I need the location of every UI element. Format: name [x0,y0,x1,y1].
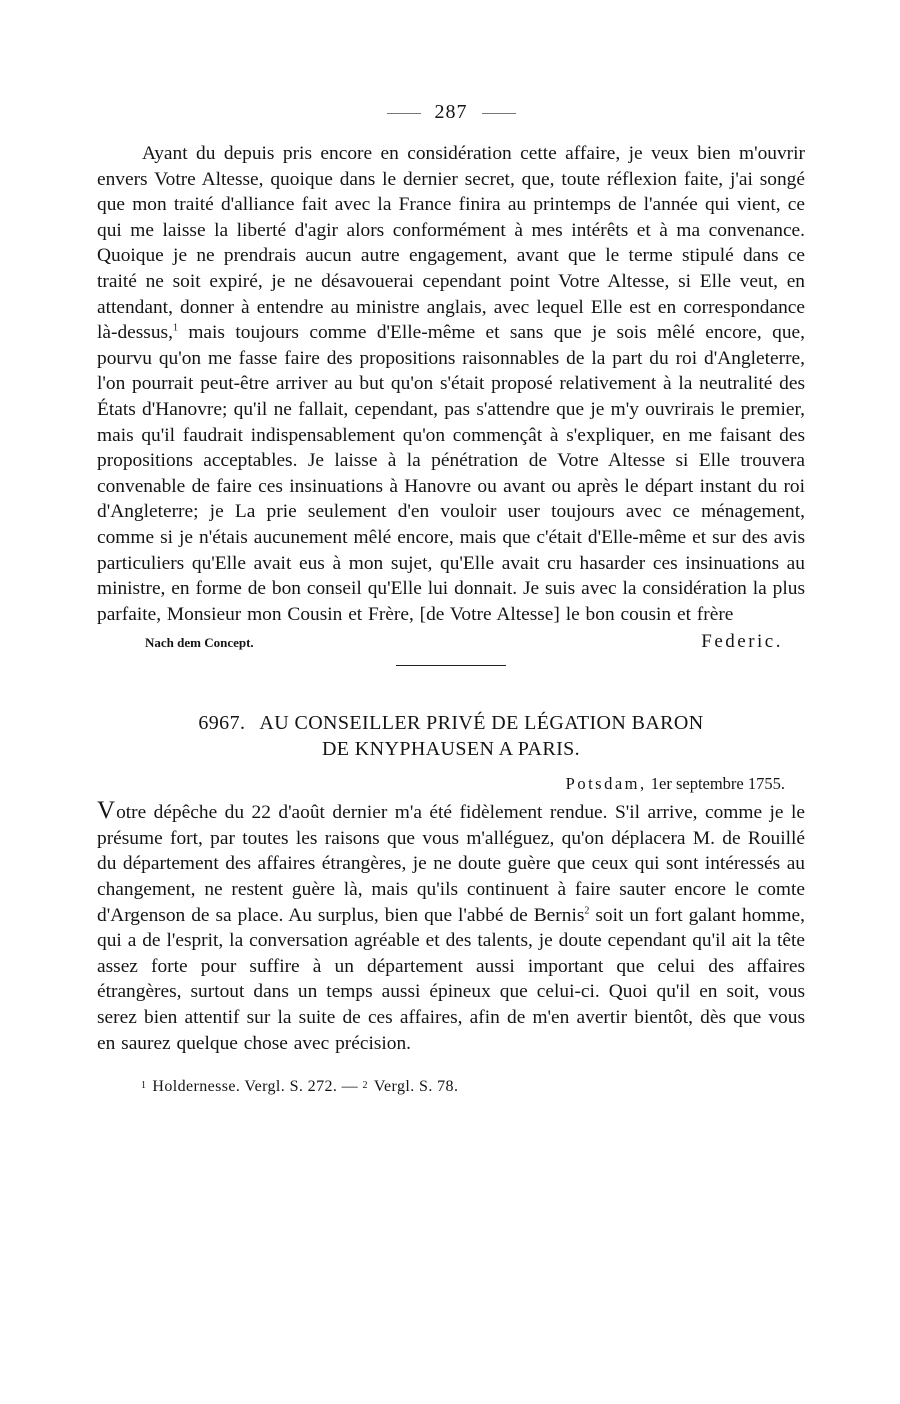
letter-1-text-part-2: mais toujours comme d'Elle-même et sans que je sois mêlé encore, que, pourvu qu'on me fasse faire des propositions raisonnables de la part du roi d'Angleterre, l'on pourrait peut-être arriver au but qu'on s'était proposé relativement à la neutralité des États d'Hanovre; qu'il ne fallait, cependant, pas s'attendre que je m'y ouvrirais le premier, mais qu'il faudrait indispensablement qu'on commençât à s'expliquer, en me faisant des propositions acceptables. Je laisse à la pénétration de Votre Altesse si Elle trouvera convenable de faire ces insinuations à Hanovre ou avant ou après le départ instant du roi d'Angleterre; je La prie seulement d'en vouloir user toujours avec ce ménagement, comme si je n'étais aucunement mêlé encore, mais que c'était d'Elle-même et sur des avis particuliers qu'Elle avait eus à mon sujet, qu'Elle avait cru hasarder ces insinuations au ministre, en forme de bon conseil qu'Elle lui donnait. Je suis avec la considération la plus parfaite, Monsieur mon Cousin et Frère, [de Votre Altesse] le bon cousin et frère [97,322,805,625]
footnote-text-1: Holdernesse. Vergl. S. 272. — [152,1078,363,1096]
letter-2-heading-line-1 [97,710,805,736]
footnote-ref-1: 1 [172,322,178,334]
footnotes [97,1078,805,1096]
page-number: 287 [434,101,468,123]
dateline-place: Potsdam, [565,774,647,794]
letter-2-heading [97,710,805,762]
letter-2-text-part-2: soit un fort galant homme, qui a de l'esprit, la conversation agréable et des talents, je doute cependant qu'il ait la tête assez forte pour suffire à un département aussi important que celui des affaires étrangères, surtout dans un temps aussi épineux que celui-ci. Quoi qu'il en soit, vous serez bien attentif sur la suite de ces affaires, afin de m'en avertir bientôt, dès que vous en saurez quelque chose avec précision. [97,904,805,1054]
dateline-date: 1er septembre 1755. [650,774,785,794]
letter-2-body [97,798,805,1056]
section-divider [396,665,506,666]
signature: Federic. [701,631,783,653]
letter-2-title-line-1: AU CONSEILLER PRIVÉ DE LÉGATION BARON [259,712,704,735]
initial-letter: V [97,797,117,825]
book-page [97,95,805,1096]
letter-1-text-part-1: Ayant du depuis pris encore en considération cette affaire, je veux bien m'ouvrir envers Votre Altesse, quoique dans le dernier secret, que, toute réflexion faite, j'ai songé que mon traité d'alliance fait avec la France finira au printemps de l'année qui vient, ce qui me laisse la liberté d'agir alors conformément à mes intérêts et à ma convenance. Quoique je ne prendrais aucun autre engagement, avant que le terme stipulé dans ce traité ne soit expiré, je ne désavouerai cependant point Votre Altesse, si Elle veut, en attendant, donner à entendre au ministre anglais, avec lequel Elle est en correspondance là-dessus, [97,143,805,344]
footnote-mark-1: 1 [141,1080,147,1092]
letter-2-title-line-2: DE KNYPHAUSEN A PARIS. [321,738,581,761]
dateline [97,774,805,794]
letter-2-text-part-1: otre dépêche du 22 d'août dernier m'a été fidèlement rendue. S'il arrive, comme je le présume fort, par toutes les raisons que vous m'alléguez, qu'on déplacera M. de Rouillé du département des affaires étrangères, je ne doute guère que ceux qui sont intéressés au changement, ne restent guère là, mais qu'ils continuent à faire sauter encore le comte d'Argenson de sa place. Au surplus, bien que l'abbé de Bernis [97,802,805,926]
letter-1-closing [97,631,805,653]
footnote-ref-2: 2 [584,905,590,917]
letter-number: 6967. [198,712,246,735]
letter-1-body [97,141,805,627]
source-note: Nach dem Concept. [145,635,254,651]
footnote-text-2: Vergl. S. 78. [373,1078,459,1096]
header-dash-right [482,113,516,114]
header-dash-left [387,113,421,114]
footnote-mark-2: 2 [362,1080,368,1092]
page-header [97,95,805,129]
